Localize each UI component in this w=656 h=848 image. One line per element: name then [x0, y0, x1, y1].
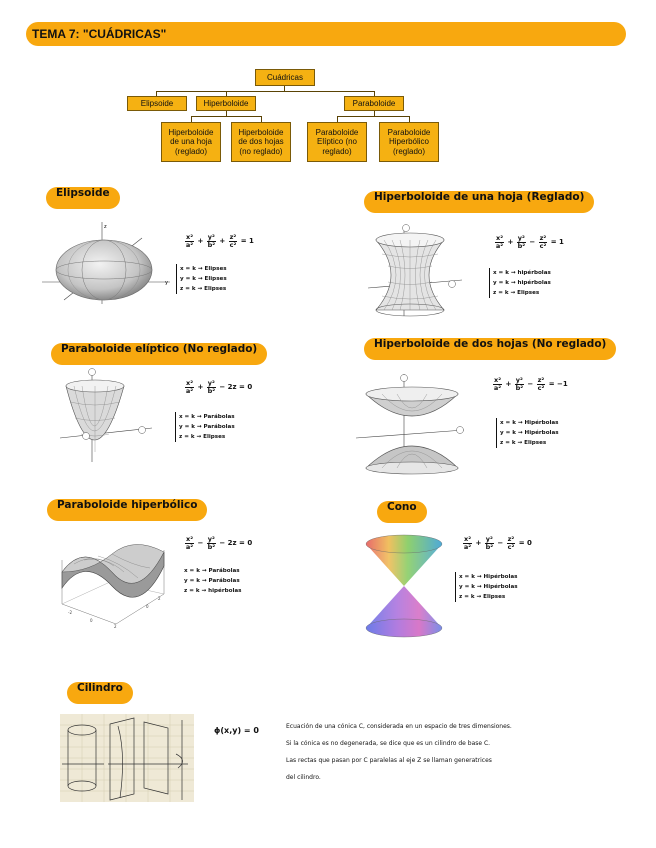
sections-list-paraboloide-eliptico	[175, 412, 235, 442]
sections-list-hiperboloide-una-hoja	[489, 268, 551, 298]
paragraph-line: del cilindro.	[286, 774, 321, 781]
list-item: y = k → Hipérbolas	[459, 584, 518, 590]
section-title-paraboloide-eliptico: Paraboloide elíptico (No reglado)	[51, 343, 267, 365]
paragraph-line: Las rectas que pasan por C paralelas al eje Z se llaman generatrices	[286, 757, 492, 764]
sections-list-elipsoide	[176, 264, 227, 294]
list-item: z = k → Elipses	[179, 434, 226, 440]
list-item: z = k → Elipses	[459, 594, 506, 600]
equation-elipsoide: $\frac{\text{x²}}{\text{a²}}$ + $\frac{\text{y²}}{\text{b²}}$ + $\frac{\text{z²}}{\text{c²}}$ = 1	[185, 233, 254, 249]
list-item: y = k → Parábolas	[184, 578, 240, 584]
section-title-paraboloide-hiperbolico: Paraboloide hiperbólico	[47, 499, 207, 521]
svg-text:0: 0	[146, 604, 149, 609]
ellipsoid-figure	[42, 220, 174, 306]
tree-connector	[337, 116, 409, 117]
cone-figure	[362, 530, 446, 642]
list-item: z = k → Elipses	[500, 440, 547, 446]
list-item: z = k → hipérbolas	[184, 588, 242, 594]
list-item: x = k → Elipses	[180, 266, 227, 272]
list-item: x = k → Hipérbolas	[500, 420, 559, 426]
list-item: z = k → Elipses	[180, 286, 227, 292]
sections-list-cono	[455, 572, 518, 602]
svg-text:2: 2	[158, 596, 161, 601]
list-item: x = k → hipérbolas	[493, 270, 551, 276]
sections-list-paraboloide-hiperbolico	[184, 566, 241, 596]
equation-paraboloide-eliptico: $\frac{\text{x²}}{\text{a²}}$ + $\frac{\text{y²}}{\text{b²}}$ − 2z = 0	[185, 379, 253, 395]
sections-list-hiperboloide-dos-hojas	[496, 418, 559, 448]
section-title-elipsoide: Elipsoide	[46, 187, 120, 209]
list-item: x = k → Parábolas	[184, 568, 240, 574]
paragraph-line: Ecuación de una cónica C, considerada en un espacio de tres dimensiones.	[286, 723, 512, 730]
list-item: y = k → Elipses	[180, 276, 227, 282]
tree-node-paraboloide: Paraboloide	[344, 96, 404, 111]
page-title-banner	[26, 22, 626, 46]
cylinder-description	[286, 718, 634, 786]
svg-text:0: 0	[90, 618, 93, 623]
list-item: y = k → hipérbolas	[493, 280, 551, 286]
cylinder-formula: ϕ(x,y) = 0	[214, 726, 259, 735]
svg-text:z: z	[104, 224, 107, 230]
hyperboloid-one-sheet-figure	[366, 220, 472, 320]
list-item: y = k → Hipérbolas	[500, 430, 559, 436]
equation-paraboloide-hiperbolico: $\frac{\text{x²}}{\text{a²}}$ − $\frac{\text{y²}}{\text{b²}}$ − 2z = 0	[185, 535, 253, 551]
svg-text:2: 2	[114, 624, 117, 629]
equation-hiperboloide-dos-hojas: $\frac{\text{x²}}{\text{a²}}$ + $\frac{\text{y²}}{\text{b²}}$ − $\frac{\text{z²}}{\text{c²}}$ = −1	[493, 376, 568, 392]
elliptic-paraboloid-figure	[58, 366, 156, 464]
equation-cono: $\frac{\text{x²}}{\text{a²}}$ + $\frac{\text{y²}}{\text{b²}}$ − $\frac{\text{z²}}{\text{c²}}$ = 0	[463, 535, 532, 551]
section-title-cilindro: Cilindro	[67, 682, 133, 704]
tree-node-hiperboloide: Hiperboloide	[196, 96, 256, 111]
section-title-hiperboloide-una-hoja: Hiperboloide de una hoja (Reglado)	[364, 191, 594, 213]
page-title: TEMA 7: "CUÁDRICAS"	[32, 27, 167, 41]
list-item: x = k → Hipérbolas	[459, 574, 518, 580]
list-item: z = k → Elipses	[493, 290, 540, 296]
equation-hiperboloide-una-hoja: $\frac{\text{x²}}{\text{a²}}$ + $\frac{\text{y²}}{\text{b²}}$ − $\frac{\text{z²}}{\text{c²}}$ = 1	[495, 234, 564, 250]
tree-node-hiperboloide-dos-hojas: Hiperboloide de dos hojas (no reglado)	[231, 122, 291, 162]
section-title-hiperboloide-dos-hojas: Hiperboloide de dos hojas (No reglado)	[364, 338, 616, 360]
paragraph-line: Si la cónica es no degenerada, se dice que es un cilindro de base C.	[286, 740, 491, 747]
tree-connector	[191, 116, 261, 117]
svg-text:y: y	[165, 280, 168, 286]
cylinder-sketch-figure	[60, 714, 194, 802]
svg-text:-2: -2	[68, 610, 72, 615]
tree-node-paraboloide-hiperbolico: Paraboloide Hiperbólico (reglado)	[379, 122, 439, 162]
list-item: x = k → Parábolas	[179, 414, 235, 420]
hyperboloid-two-sheets-figure	[352, 368, 472, 476]
hyperbolic-paraboloid-figure	[54, 532, 170, 629]
tree-node-hiperboloide-una-hoja: Hiperboloide de una hoja (reglado)	[161, 122, 221, 162]
list-item: y = k → Parábolas	[179, 424, 235, 430]
section-title-cono: Cono	[377, 501, 427, 523]
tree-root-cuadricas: Cuádricas	[255, 69, 315, 86]
tree-node-paraboloide-eliptico: Paraboloide Elíptico (no reglado)	[307, 122, 367, 162]
tree-connector	[156, 91, 374, 92]
tree-node-elipsoide: Elipsoide	[127, 96, 187, 111]
